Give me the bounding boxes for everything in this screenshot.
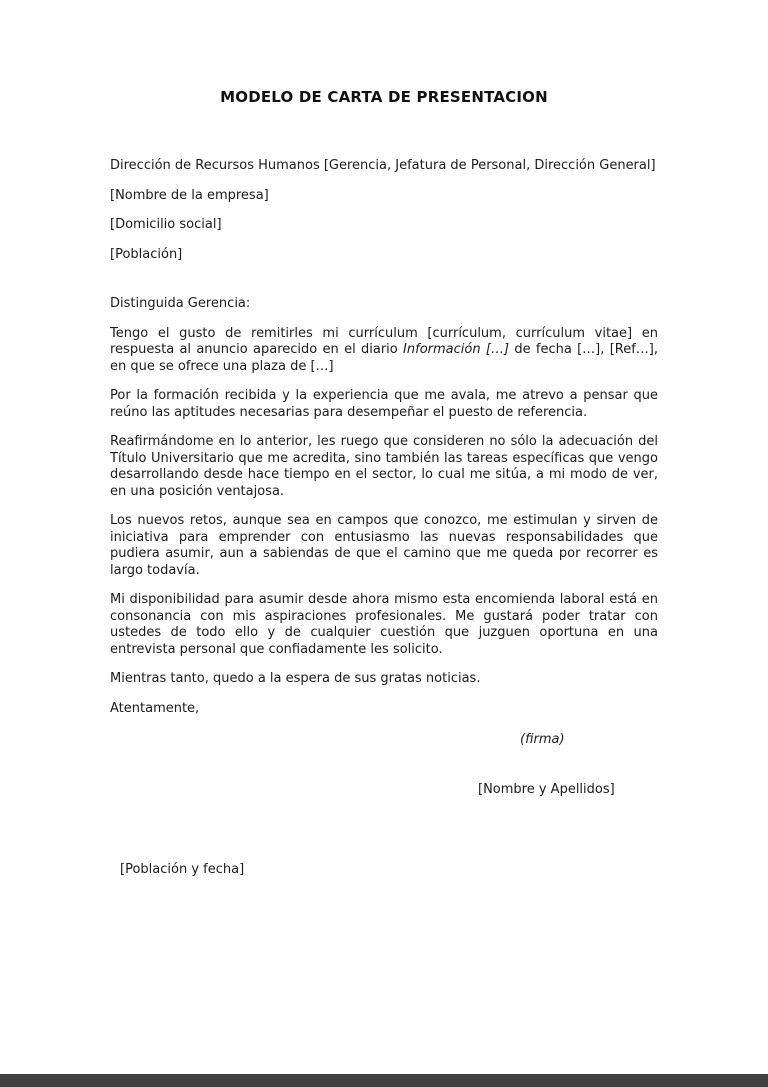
document-title: MODELO DE CARTA DE PRESENTACION [220, 88, 548, 106]
place-date: [Población y fecha] [120, 862, 245, 877]
recipient-line-department: Dirección de Recursos Humanos [Gerencia, Jefatura de Personal, Dirección General] [110, 158, 656, 173]
recipient-line-company: [Nombre de la empresa] [110, 187, 269, 203]
paragraph-italic-newspaper: Información […] [403, 342, 510, 357]
paragraph-espera: Mientras tanto, quedo a la espera de sus gratas noticias. [110, 671, 481, 686]
paragraph-text: de fecha […], [Ref…], en que se ofrece una plaza de […] [110, 342, 658, 374]
signature-firma: (firma) [520, 732, 565, 747]
paragraph-reafirmandome: Reafirmándome en lo anterior, les ruego que consideren no sólo la adecuación del Título Universitario que me acredita, sino también las tareas específicas que vengo desarrollando desde hace tiempo en el sector, lo cual me sitúa, a mi modo de ver, en una posición ventajosa. [110, 434, 658, 499]
recipient-line-city: [Población] [110, 246, 183, 262]
paragraph-retos: Los nuevos retos, aunque sea en campos que conozco, me estimulan y sirven de iniciativa para emprender con entusiasmo las nuevas responsabilidades que pudiera asumir, aun a sabiendas de que el camino que me queda por recorrer es largo todavía. [110, 513, 658, 578]
salutation: Distinguida Gerencia: [110, 296, 251, 311]
recipient-line-address: [Domicilio social] [110, 217, 222, 232]
closing: Atentamente, [110, 700, 200, 716]
paragraph-curriculum [110, 326, 658, 376]
paragraph-disponibilidad: Mi disponibilidad para asumir desde ahora mismo esta encomienda laboral está en consonancia con mis aspiraciones profesionales. Me gustará poder tratar con ustedes de todo ello y de cualquier cuestión que juzguen oportuna en una entrevista personal que confiadamente les solicito. [110, 592, 658, 657]
footer-bar [0, 1074, 768, 1087]
paragraph-formacion: Por la formación recibida y la experiencia que me avala, me atrevo a pensar que reúno las aptitudes necesarias para desempeñar el puesto de referencia. [110, 388, 658, 420]
paragraph-text: Tengo el gusto de remitirles mi currículum [currículum, currículum vitae] en respuesta al anuncio aparecido en el diario [110, 325, 658, 357]
signature-name: [Nombre y Apellidos] [478, 781, 615, 797]
